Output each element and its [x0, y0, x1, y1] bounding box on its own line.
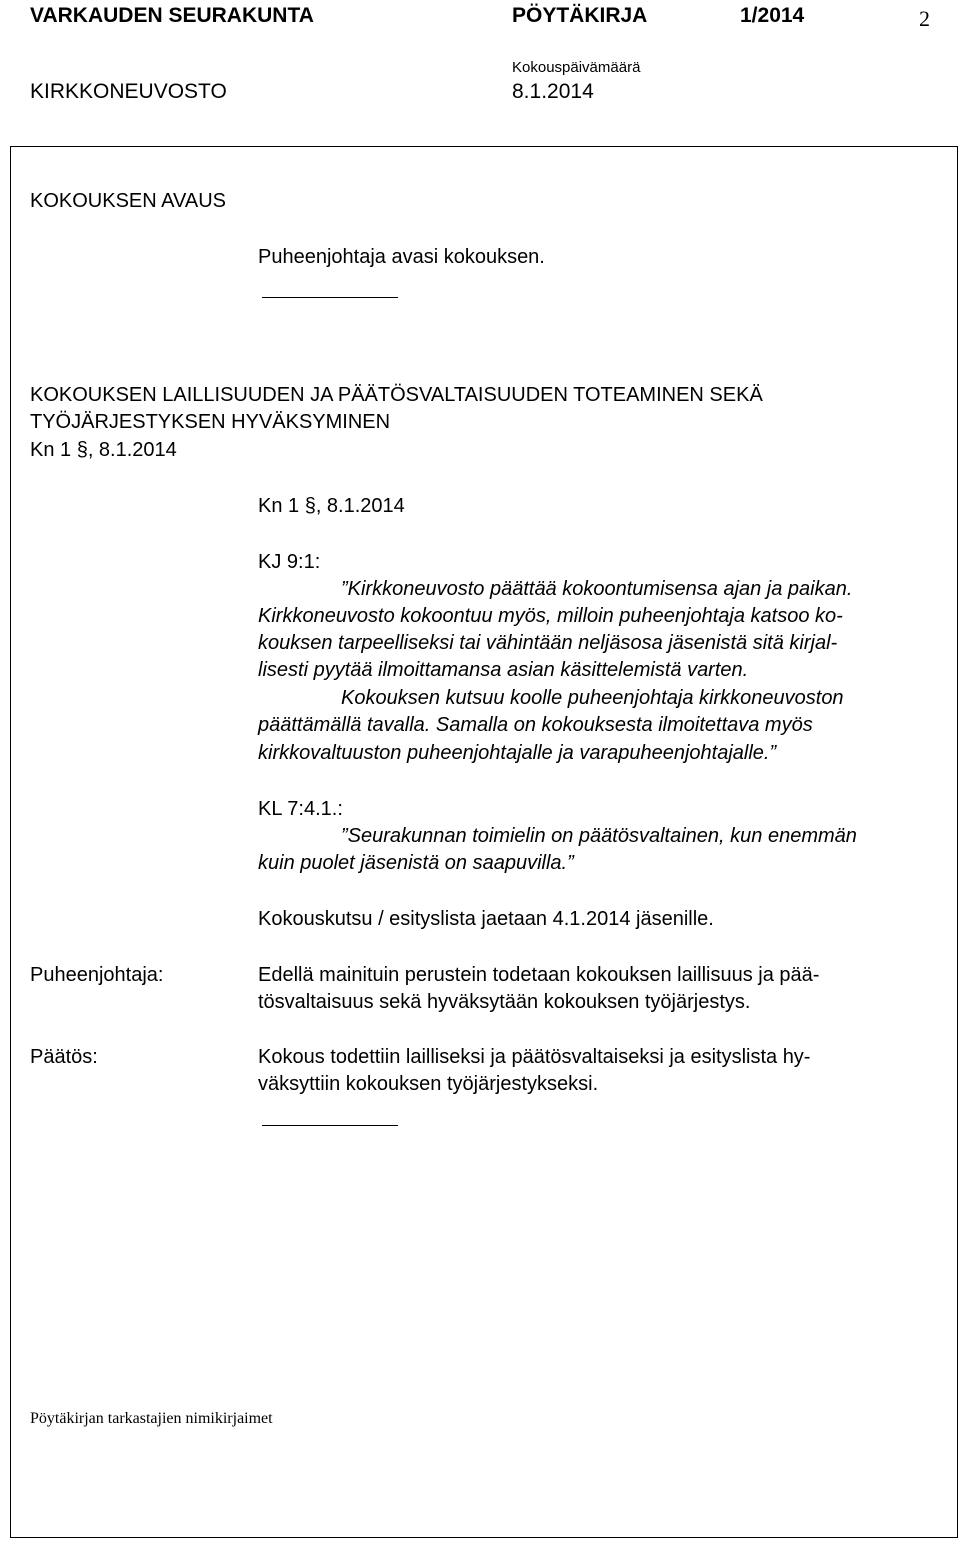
section-title-line1: KOKOUKSEN LAILLISUUDEN JA PÄÄTÖSVALTAISUUDEN TOTEAMINEN SEKÄ — [30, 384, 763, 406]
meeting-date: 8.1.2014 — [512, 80, 594, 103]
chair-proposal-line: tösvaltaisuus sekä hyväksytään kokouksen työjärjestys. — [258, 991, 751, 1013]
chair-label: Puheenjohtaja: — [30, 964, 164, 986]
frame-top-border — [10, 146, 958, 147]
section-title-line2: TYÖJÄRJESTYKSEN HYVÄKSYMINEN — [30, 411, 391, 433]
signatures-label: Pöytäkirjan tarkastajien nimikirjaimet — [30, 1410, 273, 1427]
frame-left-border — [10, 146, 11, 1538]
decision-line: väksyttiin kokouksen työjärjestykseksi. — [258, 1073, 599, 1095]
date-label: Kokouspäivämäärä — [512, 59, 641, 76]
org-name: VARKAUDEN SEURAKUNTA — [30, 4, 314, 27]
page-number: 2 — [919, 6, 930, 31]
kl-label: KL 7:4.1.: — [258, 798, 343, 820]
section-title-opening: KOKOUKSEN AVAUS — [30, 190, 226, 212]
decision-label: Päätös: — [30, 1046, 98, 1068]
frame-bottom-border — [10, 1537, 958, 1538]
kj-quote-line: Kirkkoneuvosto kokoontuu myös, milloin puheenjohtaja katsoo ko- — [258, 605, 843, 627]
kj-quote-line: kirkkovaltuuston puheenjohtajalle ja varapuheenjohtajalle.” — [258, 742, 777, 764]
separator-line — [262, 297, 398, 298]
chair-proposal-line: Edellä mainituin perustein todetaan kokouksen laillisuus ja pää- — [258, 964, 820, 986]
section-ref-left: Kn 1 §, 8.1.2014 — [30, 439, 177, 461]
kj-quote-line: Kokouksen kutsuu koolle puheenjohtaja kirkkoneuvoston — [341, 687, 844, 709]
kj-quote-line: päättämällä tavalla. Samalla on kokouksesta ilmoitettava myös — [258, 714, 813, 736]
kl-quote-line: kuin puolet jäsenistä on saapuvilla.” — [258, 852, 574, 874]
kj-quote-line: lisesti pyytää ilmoittamansa asian käsittelemistä varten. — [258, 659, 749, 681]
kj-quote-line: ”Kirkkoneuvosto päättää kokoontumisensa ajan ja paikan. — [341, 578, 853, 600]
kl-quote-line: ”Seurakunnan toimielin on päätösvaltainen, kun enemmän — [341, 825, 857, 847]
invite-text: Kokouskutsu / esityslista jaetaan 4.1.2014 jäsenille. — [258, 908, 714, 930]
decision-line: Kokous todettiin lailliseksi ja päätösvaltaiseksi ja esityslista hy- — [258, 1046, 811, 1068]
kj-quote-line: kouksen tarpeelliseksi tai vähintään neljäsosa jäsenistä sitä kirjal- — [258, 632, 838, 654]
separator-line — [262, 1125, 398, 1126]
opening-text: Puheenjohtaja avasi kokouksen. — [258, 246, 545, 268]
doc-number: 1/2014 — [740, 4, 805, 27]
body-name: KIRKKONEUVOSTO — [30, 80, 227, 103]
section-ref-right: Kn 1 §, 8.1.2014 — [258, 495, 405, 517]
kj-label: KJ 9:1: — [258, 551, 321, 573]
frame-right-border — [957, 146, 958, 1538]
doc-type: PÖYTÄKIRJA — [512, 4, 648, 27]
